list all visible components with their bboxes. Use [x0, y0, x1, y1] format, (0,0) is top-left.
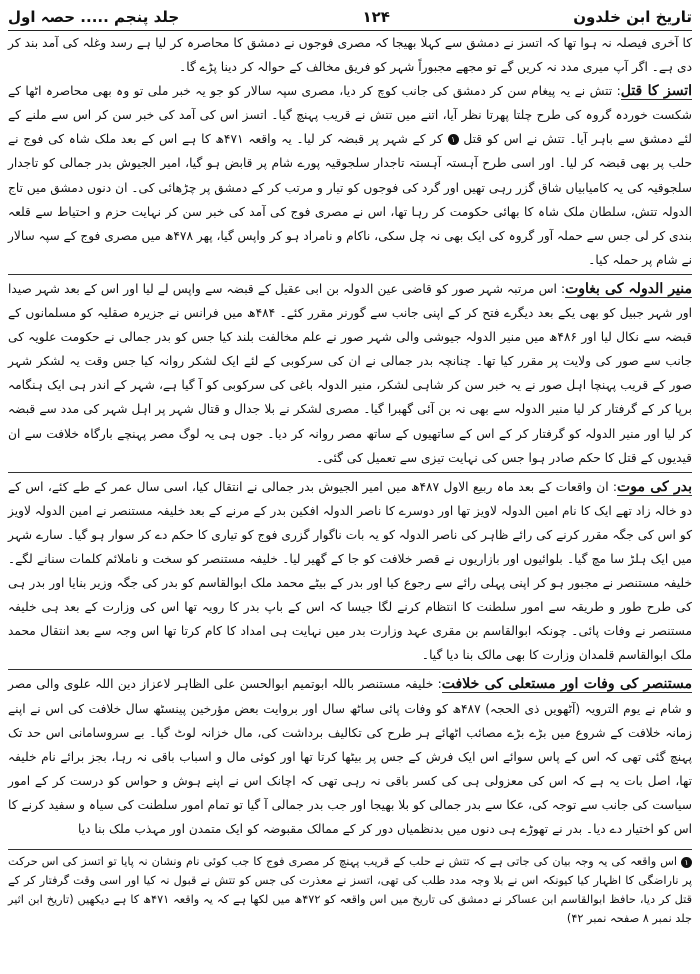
section-mustansir-death — [8, 672, 692, 841]
section-heading: بدر کی موت — [617, 478, 692, 495]
section-divider — [8, 274, 692, 275]
page-body — [8, 31, 692, 841]
section-text: : ان واقعات کے بعد ماہ ربیع الاول ۴۸۷ھ میں امیر الجیوش بدر جمالی نے انتقال کیا، اسی سال عمر کے طے کئے، اس کے دو خالہ زاد تھے ایک کا نام امین الدولہ لاویز تھا اور دوسرے کا ناصر الدولہ افکین بدر کے مرنے کے بعد خلیفہ مستنصر نے امین الدولہ لاویز کو اس کی جگہ مقرر کرنے کی رائے ظاہر کی ناصر الدولہ کو یہ بات ناگوار گزری فوج کو تیاری کا حکم دے کر سوار ہو گیا۔ سارے شہر میں ایک ہلڑ سا مچ گیا۔ بلوائیوں اور بازاریوں نے قصر خلافت کو جا کے گھیر لیا۔ خلیفہ مستنصر کو سخت و ناملائم کلمات سنانے لگے۔ خلیفہ مستنصر نے مجبور ہو کر اپنی پہلی رائے سے رجوع کیا اور بدر کے بیٹے محمد ملک ابوالقاسم کو بدر کی جگہ وزیر بنایا اور بدر ہی کی طرح طور و طریقہ سے امور سلطنت کا انتظام کرنے لگا جیسا کہ اس کے باپ بدر کا رویہ تھا اس کی وزارت کے بعد ہی خلیفہ مستنصر نے وفات پائی۔ چونکہ ابوالقاسم بن مقری عہد وزارت بدر میں نہایت ہی امداد کا کام کرتا تھا اس وجہ سے بعد انتقال محمد ملک ابوالقاسم قلمدان وزارت کا بھی مالک بنا دیا گیا۔ — [8, 479, 692, 663]
page-header — [8, 4, 692, 31]
section-heading: منیر الدولہ کی بغاوت — [565, 280, 692, 297]
section-munir-revolt — [8, 277, 692, 470]
footnote-divider — [8, 849, 692, 850]
volume-label: جلد پنجم ..... حصہ اول — [8, 8, 180, 26]
section-atsiz-killed — [8, 79, 692, 272]
section-text-continued: کر کے شہر پر قبضہ کر لیا۔ یہ واقعہ ۴۷۱ھ کا ہے اس کے بعد ملک شاہ کی فوج نے حلب پر بھی قبضہ کر لیا۔ اور اسی طرح آہستہ آہستہ تاجدار سلجوقیہ پورے شام پر قابض ہو گیا، امیر الجیوش بدر جمالی کو تاجدار سلجوقیہ کی یہ کامیابیاں شاق گزر رہی تھیں اور گرد کی فوجوں کو تیار و مرتب کر کے دمشق پر چڑھائی کی۔ ان دنوں دمشق میں تاج الدولہ تتش، سلطان ملک شاہ کا بھائی حکومت کر رہا تھا، اس نے مصری فوج کی آمد کی خبر سن کر نہایت حزم و احتیاط سے قلعہ بندی کر لی جس سے حملہ آور گروہ کی ایک بھی نہ چل سکی، ناکام و نامراد ہو کر واپس گیا، پھر ۴۷۸ھ میں مصری فوج کے سپہ سالار نے شام پر حملہ کیا۔ — [8, 132, 693, 267]
section-divider — [8, 472, 692, 473]
footnote-marker[interactable]: ۱ — [448, 134, 459, 145]
book-title: تاریخ ابن خلدون — [573, 8, 692, 26]
footnote-text: اس واقعہ کی یہ وجہ بیان کی جاتی ہے کہ تتش نے حلب کے قریب پہنچ کر مصری فوج کا جب کوئی نام ونشان نہ پایا تو اتسز کی اس حرکت پر ناراضگی کا اظہار کیا کیونکہ اس نے بلا وجہ مدد طلب کی تھی، اتسز نے معذرت کی جس کو تتش نے قبول نہ کیا اور اسی وقت گرفتار کر کے قتل کر دیا، حافظ ابوالقاسم ابن عساکر نے دمشق کی تاریخ میں اس واقعہ کو ۴۷۲ھ میں لکھا ہے کہ یہ واقعہ ۴۷۱ھ کا ہے دیکھیں (تاریخ ابن اثیر جلد نمبر ۸ صفحہ نمبر ۴۲) — [8, 855, 692, 926]
section-text: : تتش نے یہ پیغام سن کر دمشق کی جانب کوچ کر دیا، مصری سپہ سالار کو جو یہ خبر ملی تو وہ بھی محاصرہ اٹھا کے شکست خوردہ گروہ کی طرح چلتا پھرتا نظر آیا، اتنے میں تتش نے قریب پہنچ گیا۔ اتسز اس کی آمد کی خبر سن کر اس سے ملنے کے لئے دمشق سے باہر آیا۔ تتش نے اس کو قتل — [8, 84, 693, 147]
section-divider — [8, 669, 692, 670]
footnote — [8, 852, 692, 928]
section-badr-death — [8, 475, 692, 668]
section-heading: اتسز کا قتل — [620, 83, 693, 100]
section-text: : اس مرتبہ شہر صور کو قاضی عین الدولہ بن ابی عقیل کے قبضہ سے واپس لے لیا اور اس کے بعد شہر صیدا اور شہر جبیل کو بھی یکے بعد دیگرے فتح کر کے اپنی جانب سے گورنر مقرر کئے۔ ۴۸۴ھ میں فرانس نے جزیرہ صقلیہ کو مسلمانوں کے قبضہ سے نکال لیا اور ۴۸۶ھ میں منیر الدولہ جیوشی والی شہر صور نے علم مخالفت بلند کیا جس کو بدر جمالی نے حکومت علویہ کی جانب سے صور کی ولایت پر مقرر کیا تھا۔ چنانچہ بدر جمالی نے ان کی سرکوبی کے لئے ایک لشکر روانہ کیا جس وقت یہ لشکر شہر صور کے قریب پہنچا اہل صور نے یہ خبر سن کر شاہی لشکر، منیر الدولہ باغی کی سرکوبی کو آ گیا ہے، شہر کے اندر ہی ایک ہنگامہ برپا کر کے گرفتار کر لیا منیر الدولہ سے بھی نہ بن آئی گھبرا گیا۔ مصری لشکر نے بلا جدال و قتال شہر پر اہل شہر کی مدد سے قبضہ کر لیا اور منیر الدولہ کو گرفتار کر کے اس کے ساتھیوں کے ساتھ مصر روانہ کر دیا۔ جوں ہی یہ لوگ مصر پہنچے بارگاہ خلافت سے ان قیدیوں کے قتل کا حکم صادر ہوا جس کی نہایت تیزی سے تعمیل کی گئی۔ — [8, 281, 692, 465]
footnote-number: ۱ — [681, 857, 692, 868]
page-number: ۱۲۴ — [362, 8, 390, 26]
section-text: : خلیفہ مستنصر باللہ ابوتمیم ابوالحسن علی الظاہر لاعزاز دین اللہ علوی والی مصر و شام نے یوم الترویہ (آٹھویں ذی الحجہ) ۴۸۷ھ کو وفات پائی ساٹھ سال اور بروایت بعض مؤرخین پینسٹھ سال خلافت کی اس نے اپنے زمانہ خلافت کے شروع میں بڑے بڑے مصائب اٹھائے ہر طرح کی تکالیف برداشت کی، مال خزانہ لوٹ گیا۔ بے سروسامانی اس حد تک پہنچ گئی تھی کہ اس کے پاس سوائے اس ایک فرش کے جس پر بیٹھا کرتا تھا اور کوئی مال و اسباب باقی نہ رہا، بجز برائے نام خلیفہ تھا، اصل بات یہ ہے کہ اس کی معزولی ہی کی کسر باقی نہ رہی تھی کہ اچانک اس نے اپنے ہوش و حواس کو درست کر کے امور سیاست کی جانب سے توجہ کی، عکا سے بدر جمالی کو بلا بھیجا اور جب بدر جمالی آ گیا تو تمام امور سلطنت کی سیاہ و سفید کرنے کا اس کو اختیار دے دیا۔ بدر نے تھوڑے ہی دنوں میں بدنظمیاں دور کر کے ممالک مقبوضہ کو ایک متمدن اور مہذب ملک بنا دیا — [8, 677, 692, 836]
section-heading: مستنصر کی وفات اور مستعلی کی خلافت — [441, 676, 692, 693]
paragraph-intro: کا آخری فیصلہ نہ ہوا تھا کہ اتسز نے دمشق سے کہلا بھیجا کہ مصری فوجوں نے دمشق کا محاصرہ کر لیا ہے رسد وغلہ کی آمد بند کر دی ہے۔ اگر آپ میری مدد نہ کریں گے تو مجھے مجبوراً شہر کو فریق مخالف کے حوالہ کر دینا پڑے گا۔ — [8, 36, 692, 75]
